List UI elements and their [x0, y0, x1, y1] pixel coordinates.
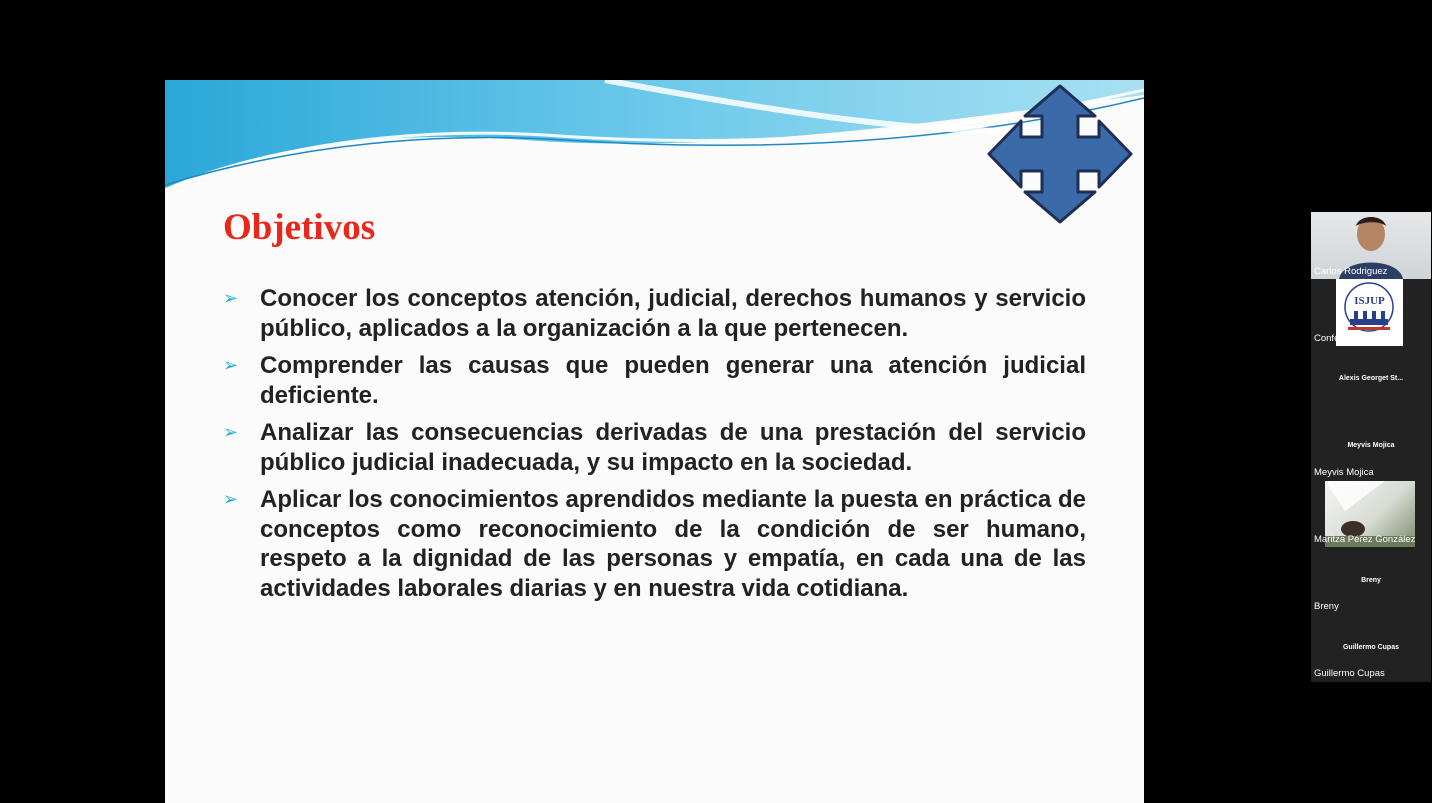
participant-name: Carlos Rodriguez: [1314, 266, 1388, 277]
chevron-right-icon: ➢: [223, 355, 239, 375]
chevron-right-icon: ➢: [223, 288, 239, 308]
participant-tile[interactable]: [1311, 346, 1431, 413]
participant-tile[interactable]: [1311, 212, 1431, 279]
participant-center-name: Alexis Georget St...: [1338, 375, 1404, 382]
participant-tile[interactable]: [1311, 614, 1431, 681]
list-item: [223, 351, 1086, 410]
slide-title: Objetivos: [223, 207, 376, 248]
objective-text: Analizar las consecuencias derivadas de una prestación del servicio público judicial inadecuada, y su impacto en la sociedad.: [260, 419, 1086, 476]
participant-name: Meyvis Mojica: [1314, 467, 1374, 478]
list-item: [223, 284, 1086, 343]
shared-slide: [165, 80, 1144, 803]
list-item: [223, 485, 1086, 603]
participants-panel: [1311, 212, 1431, 682]
participant-center-name: Breny: [1361, 577, 1381, 584]
objective-text: Comprender las causas que pueden generar una atención judicial deficiente.: [260, 352, 1086, 409]
chevron-right-icon: ➢: [223, 489, 239, 509]
four-way-arrow-icon: [987, 84, 1133, 224]
participant-name: Breny: [1314, 601, 1339, 612]
objective-text: Conocer los conceptos atención, judicial, derechos humanos y servicio público, aplicados a la organización a la que pertenecen.: [260, 285, 1086, 342]
participant-tile[interactable]: [1311, 413, 1431, 480]
participant-name: Guillermo Cupas: [1314, 668, 1385, 679]
participant-tile[interactable]: [1311, 547, 1431, 614]
chevron-right-icon: ➢: [223, 422, 239, 442]
participant-center-name: Meyvis Mojica: [1347, 442, 1395, 449]
isjup-logo-text: ISJUP: [1354, 295, 1385, 307]
participant-tile[interactable]: [1311, 480, 1431, 547]
objective-text: Aplicar los conocimientos aprendidos mediante la puesta en práctica de conceptos como reconocimiento de la condición de ser humano, respeto a la dignidad de las personas y empatía, en cada una de las actividades laborales diarias y en nuestra vida cotidiana.: [260, 486, 1086, 602]
participant-center-name: Guillermo Cupas: [1342, 644, 1399, 651]
participant-tile[interactable]: [1311, 279, 1431, 346]
list-item: [223, 418, 1086, 477]
participant-name: Maritza Pérez González: [1314, 534, 1416, 545]
participant-name: Conferencias Isjup: [1314, 333, 1393, 344]
objectives-list: [223, 284, 1086, 611]
